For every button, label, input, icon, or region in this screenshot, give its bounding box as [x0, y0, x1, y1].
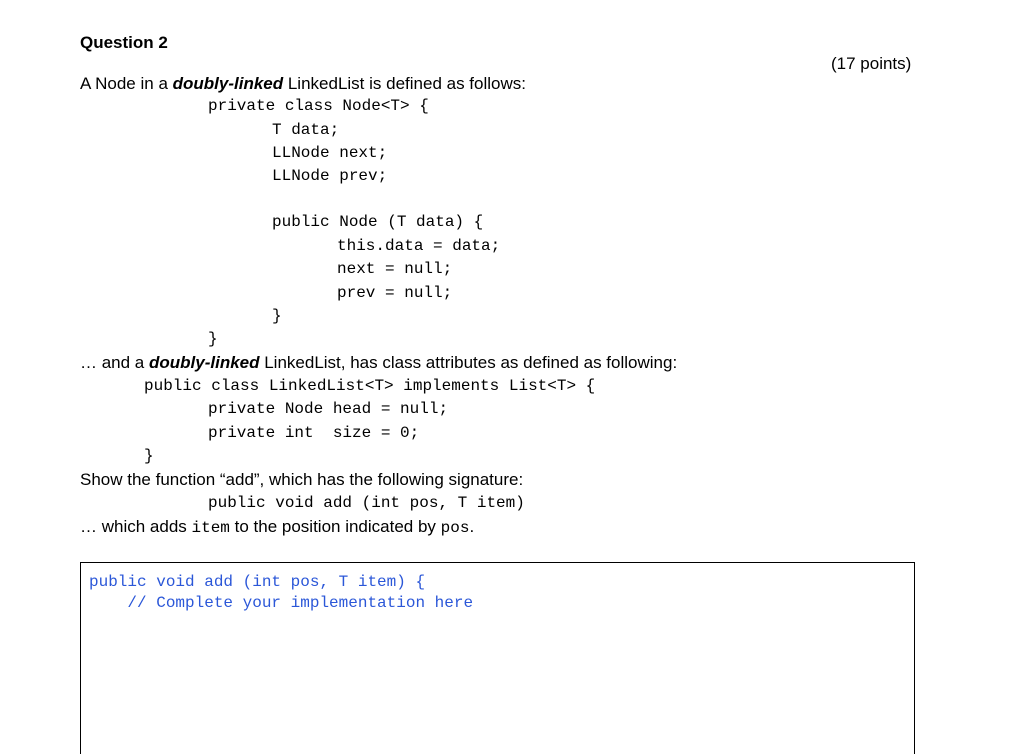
node-code-line-3: LLNode next; [272, 144, 388, 162]
pos-inline-code: pos [440, 519, 470, 537]
intro-prefix: A Node in a [80, 74, 173, 93]
node-code-line-9: } [272, 307, 282, 325]
show-function-text: Show the function “add”, which has the following signature: [80, 470, 524, 489]
question-title: Question 2 [80, 33, 168, 52]
answer-line-1: public void add (int pos, T item) { [89, 573, 426, 591]
node-code-line-2: T data; [272, 121, 340, 139]
list-code-line-2: private Node head = null; [208, 400, 449, 418]
node-code-line-6: this.data = data; [337, 237, 501, 255]
which-prefix: … which adds [80, 517, 192, 536]
answer-line-2: // Complete your implementation here [89, 594, 474, 612]
answer-box[interactable] [80, 562, 915, 754]
list-code-line-3: private int size = 0; [208, 424, 420, 442]
function-signature: public void add (int pos, T item) [208, 494, 525, 512]
item-inline-code: item [191, 519, 230, 537]
node-code-line-5: public Node (T data) { [272, 213, 484, 231]
node-code-line-4: LLNode prev; [272, 167, 388, 185]
intro-emphasis: doubly-linked [172, 74, 284, 93]
node-code-line-7: next = null; [337, 260, 453, 278]
list-intro-sentence [80, 353, 677, 373]
which-end: . [469, 517, 475, 536]
node-code-line-1: private class Node<T> { [208, 97, 429, 115]
list-intro-emphasis: doubly-linked [149, 353, 260, 372]
node-code-line-8: prev = null; [337, 284, 453, 302]
intro-sentence [80, 74, 526, 94]
list-intro-suffix: LinkedList, has class attributes as defined as following: [259, 353, 678, 372]
list-code-line-1: public class LinkedList<T> implements List<T> { [144, 377, 596, 395]
list-intro-prefix: … and a [80, 353, 149, 372]
which-adds-sentence [80, 517, 474, 538]
node-code-line-10: } [208, 330, 218, 348]
which-middle: to the position indicated by [229, 517, 441, 536]
list-code-line-4: } [144, 447, 154, 465]
points-label: (17 points) [831, 54, 912, 73]
intro-suffix: LinkedList is defined as follows: [283, 74, 526, 93]
